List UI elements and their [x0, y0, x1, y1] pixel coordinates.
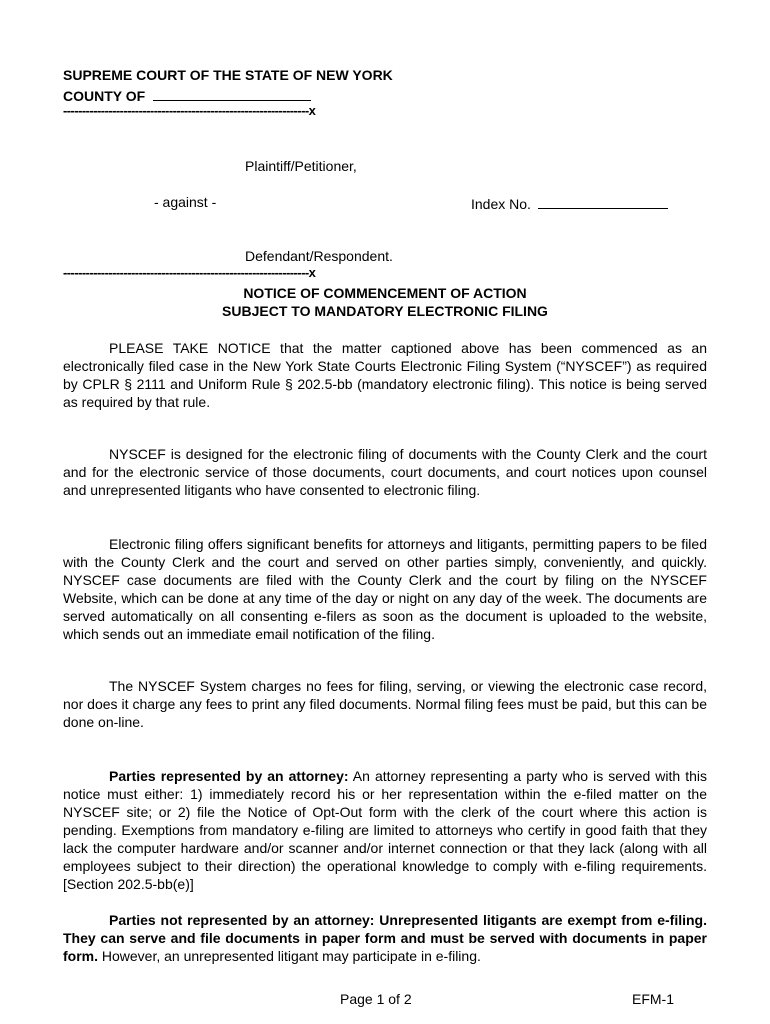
paragraph-notice: PLEASE TAKE NOTICE that the matter captioned above has been commenced as an electronically filed case in the New York State Courts Electronic Filing System (“NYSCEF”) as required by CPLR § 2111 and Uniform Rule § 202.5-bb (mandatory electronic filing). This notice is being served as required by that rule. — [63, 340, 707, 410]
caption-divider-bottom: -----------------------------------------------------------------x — [63, 266, 316, 280]
paragraph-nyscef-design: NYSCEF is designed for the electronic filing of documents with the County Clerk and the court and for the electronic service of those documents, court documents, and court notices upon counsel and unrepresented litigants who have consented to electronic filing. — [63, 446, 707, 498]
unrepresented-text: However, an unrepresented litigant may participate in e-filing. — [98, 948, 481, 964]
defendant-label: Defendant/Respondent. — [245, 248, 393, 264]
index-label: Index No. — [471, 196, 531, 212]
paragraph-unrepresented-parties — [63, 911, 707, 965]
index-number-line — [471, 194, 668, 213]
represented-heading: Parties represented by an attorney: — [109, 768, 349, 784]
court-name: SUPREME COURT OF THE STATE OF NEW YORK — [63, 67, 393, 83]
paragraph-fees: The NYSCEF System charges no fees for filing, serving, or viewing the electronic case record, nor does it charge any fees to print any filed documents. Normal filing fees must be paid, but this can be done on-line. — [63, 678, 707, 730]
paragraph-benefits: Electronic filing offers significant benefits for attorneys and litigants, permitting papers to be filed with the County Clerk and the court and served on other parties simply, conveniently, and quickly. NYSCEF case documents are filed with the County Clerk and the court by filing on the NYSCEF Website, which can be done at any time of the day or night on any day of the week. The documents are served automatically on all consenting e-filers as soon as the document is uploaded to the website, which sends out an immediate email notification of the filing. — [63, 536, 707, 642]
against-label: - against - — [154, 194, 217, 210]
county-blank — [153, 86, 311, 101]
paragraph-represented-parties — [63, 767, 707, 893]
page-number: Page 1 of 2 — [340, 991, 412, 1007]
notice-title-line1: NOTICE OF COMMENCEMENT OF ACTION — [243, 285, 527, 301]
form-id: EFM-1 — [632, 991, 674, 1007]
county-label: COUNTY OF — [63, 88, 146, 104]
represented-text: An attorney representing a party who is served with this notice must either: 1) immediately record his or her representation within the e-filed matter on the NYSCEF site; or 2) file the Notice of Opt-Out form with the clerk of the court where this action is pending. Exemptions from mandatory e-filing are limited to attorneys who certify in good faith that they lack the computer hardware and/or scanner and/or internet connection or that they lack (along with all employees subject to their direction) the operational knowledge to comply with e-filing requirements. [Section 202.5-bb(e)] — [63, 768, 707, 892]
plaintiff-label: Plaintiff/Petitioner, — [245, 158, 357, 174]
caption-divider-top: -----------------------------------------------------------------x — [63, 104, 316, 118]
notice-title-line2: SUBJECT TO MANDATORY ELECTRONIC FILING — [222, 303, 548, 319]
unrepresented-bold-text: Parties not represented by an attorney: Unrepresented litigants are exempt from e-filing. They can serve and file documents in paper form and must be served with documents in paper form. — [63, 912, 707, 964]
county-line — [63, 86, 311, 105]
index-blank — [538, 194, 668, 209]
